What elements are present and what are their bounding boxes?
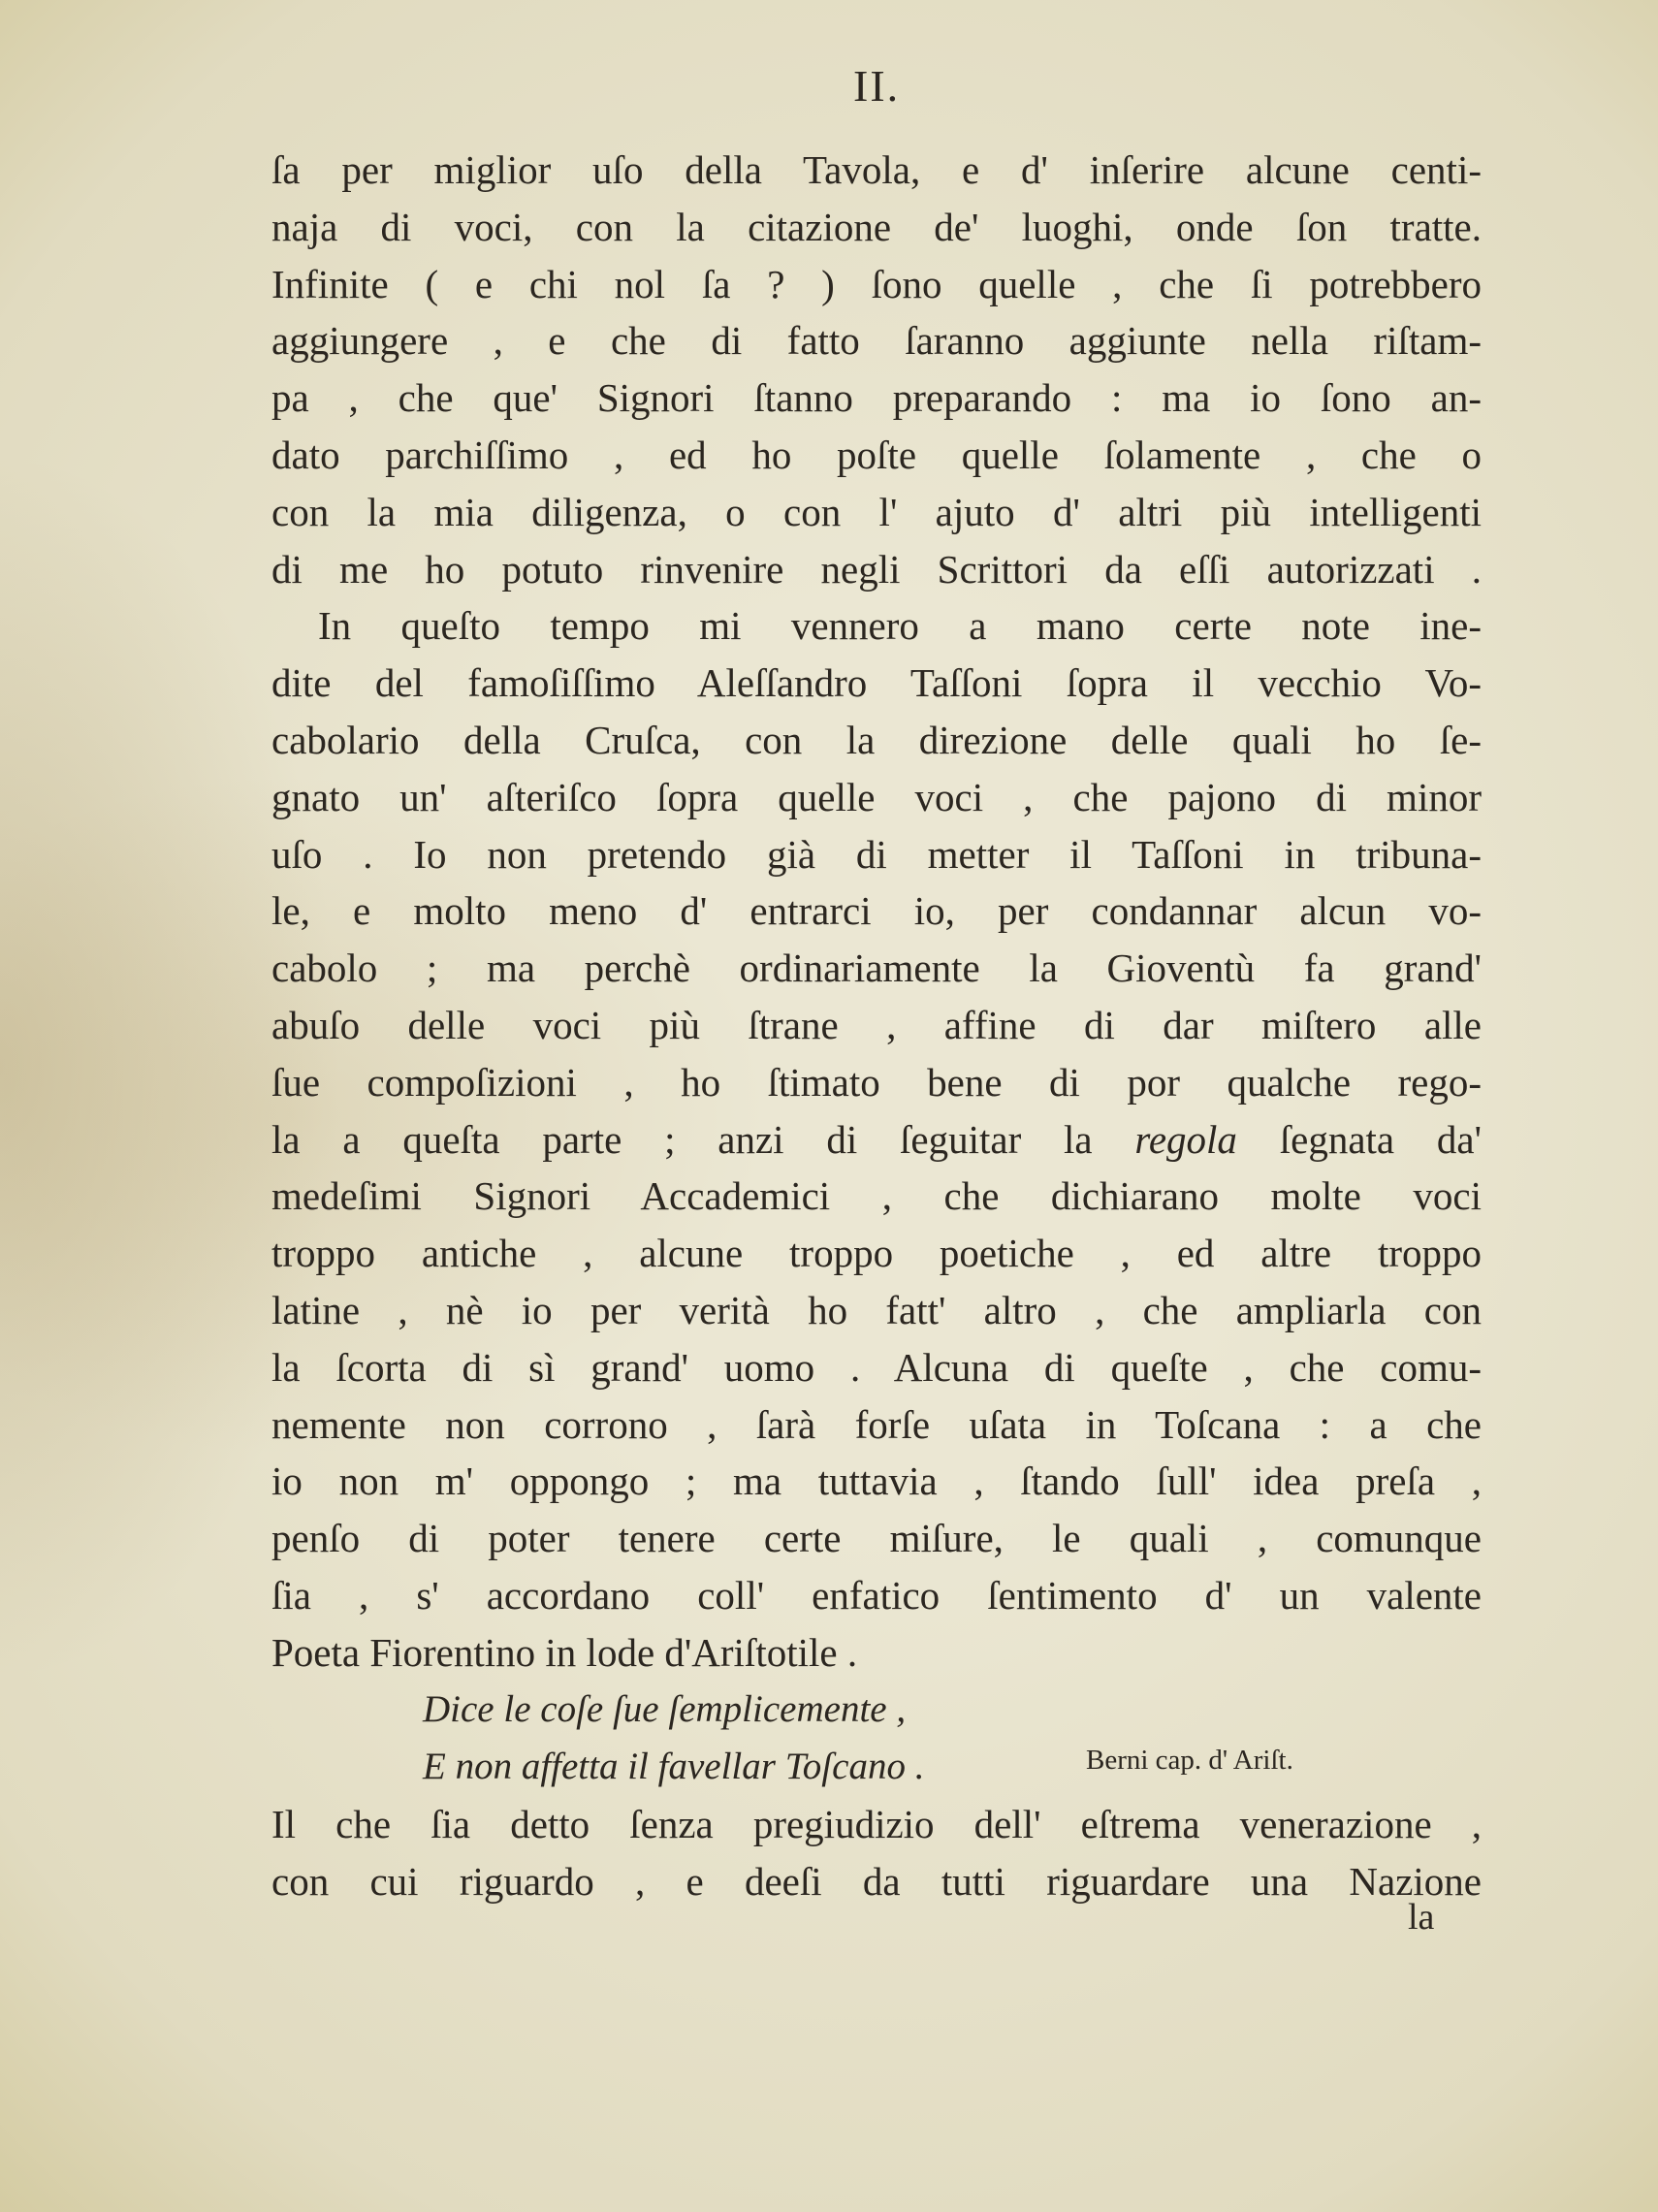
body-line: la ſcorta di sì grand' uomo . Alcuna di queſte , che comu- [271, 1344, 1482, 1390]
body-line: Infinite ( e chi nol ſa ? ) ſono quelle , che ſi potrebbero [271, 261, 1482, 306]
verse-line: Dice le coſe ſue ſemplicemente , [423, 1688, 907, 1730]
italic-term: regola [1134, 1116, 1237, 1162]
body-line: ſa per miglior uſo della Tavola, e d' inſerire alcune centi- [271, 147, 1482, 192]
body-line: naja di voci, con la citazione de' luoghi, onde ſon tratte. [271, 204, 1482, 249]
body-line: di me ho potuto rinvenire negli Scrittori da eſſi autorizzati . [271, 546, 1482, 592]
body-line: medeſimi Signori Accademici , che dichiarano molte voci [271, 1173, 1482, 1219]
body-line: Poeta Fiorentino in lode d'Ariſtotile . [271, 1629, 858, 1675]
body-line: uſo . Io non pretendo già di metter il Taſſoni in tribuna- [271, 831, 1482, 877]
body-line: dite del famoſiſſimo Aleſſandro Taſſoni ſopra il vecchio Vo- [271, 660, 1482, 706]
line-segment: ſegnata da' [1236, 1116, 1482, 1162]
body-line: gnato un' aſteriſco ſopra quelle voci , che pajono di minor [271, 774, 1482, 819]
line-segment: la a queſta parte ; anzi di ſeguitar la [271, 1116, 1135, 1162]
body-line: cabolo ; ma perchè ordinariamente la Gioventù fa grand' [271, 946, 1482, 991]
body-line: cabolario della Cruſca, con la direzione delle quali ho ſe- [271, 718, 1482, 762]
verse-line: E non affetta il favellar Toſcano . [423, 1746, 925, 1787]
body-line: ſue compoſizioni , ho ſtimato bene di por qualche rego- [271, 1059, 1482, 1105]
page-number: II. [853, 61, 901, 111]
body-line: con cui riguardo , e deeſi da tutti riguardare una Nazione [271, 1859, 1482, 1904]
body-line: le, e molto meno d' entrarci io, per condannar alcun vo- [271, 888, 1482, 934]
body-line: In queſto tempo mi vennero a mano certe note ine- [318, 603, 1482, 649]
body-line: con la mia diligenza, o con l' ajuto d' altri più intelligenti [271, 489, 1482, 534]
body-line: latine , nè io per verità ho fatt' altro , che ampliarla con [271, 1288, 1482, 1332]
body-line: aggiungere , e che di fatto ſaranno aggiunte nella riſtam- [271, 318, 1482, 364]
body-line [271, 1111, 1482, 1168]
catchword: la [1408, 1897, 1435, 1938]
body-line: pa , che que' Signori ſtanno preparando : ma io ſono an- [271, 375, 1482, 421]
body-line: io non m' oppongo ; ma tuttavia , ſtando ſull' idea preſa , [271, 1459, 1482, 1504]
body-line: ſia , s' accordano coll' enfatico ſentimento d' un valente [271, 1573, 1482, 1618]
verse-citation-note: Berni cap. d' Ariſt. [1086, 1745, 1293, 1776]
body-line: penſo di poter tenere certe miſure, le quali , comunque [271, 1516, 1482, 1561]
body-line: Il che ſia detto ſenza pregiudizio dell' eſtrema venerazione , [271, 1802, 1482, 1846]
body-line: troppo antiche , alcune troppo poetiche , ed altre troppo [271, 1231, 1482, 1276]
body-line: dato parchiſſimo , ed ho poſte quelle ſolamente , che o [271, 433, 1482, 477]
body-line: nemente non corrono , ſarà forſe uſata in Toſcana : a che [271, 1401, 1482, 1447]
body-line: abuſo delle voci più ſtrane , affine di dar miſtero alle [271, 1003, 1482, 1047]
